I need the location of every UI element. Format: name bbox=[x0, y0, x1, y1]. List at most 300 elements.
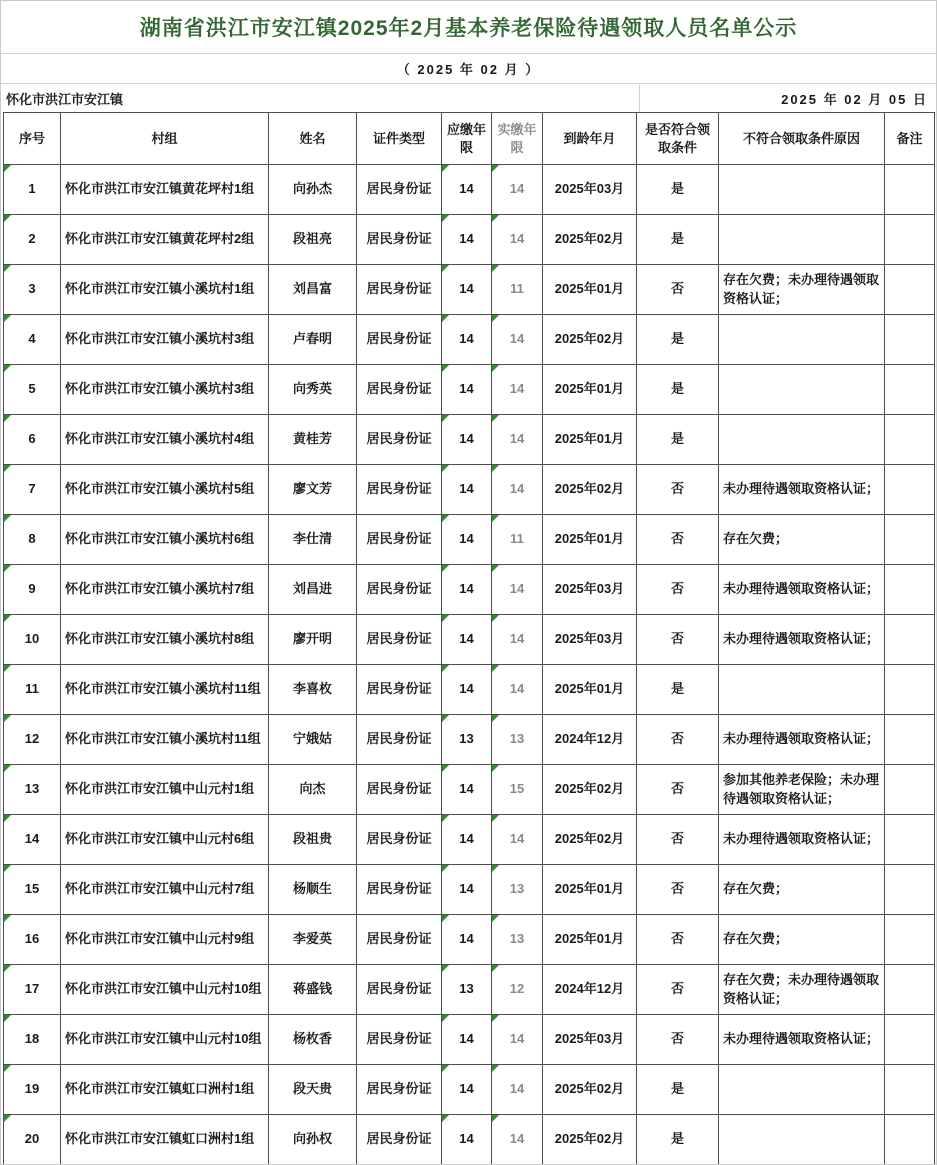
cell-remark bbox=[885, 1015, 935, 1065]
cell-text: 居民身份证 bbox=[366, 181, 432, 197]
cell-text: 居民身份证 bbox=[366, 1131, 432, 1147]
cell-text: 居民身份证 bbox=[366, 681, 432, 697]
cell-required-years bbox=[442, 1015, 492, 1065]
cell-remark bbox=[885, 915, 935, 965]
cell-text: 否 bbox=[670, 1031, 684, 1047]
cell-text: 刘昌进 bbox=[292, 581, 332, 597]
cell-text: 14 bbox=[459, 881, 474, 897]
cell-reason bbox=[719, 565, 885, 615]
cell-seq bbox=[4, 265, 61, 315]
cell-text: 存在欠费；未办理待遇领取资格认证； bbox=[723, 271, 880, 306]
cell-text: 廖文芳 bbox=[292, 481, 332, 497]
excel-flag-triangle-icon bbox=[492, 715, 499, 722]
header-name: 姓名 bbox=[269, 113, 357, 165]
cell-text: 14 bbox=[459, 431, 474, 447]
cell-name bbox=[269, 365, 357, 415]
cell-text: 14 bbox=[459, 781, 474, 797]
cell-seq bbox=[4, 715, 61, 765]
cell-text: 怀化市洪江市安江镇小溪坑村1组 bbox=[65, 281, 255, 297]
cell-due-month bbox=[543, 165, 637, 215]
excel-flag-triangle-icon bbox=[442, 415, 449, 422]
excel-flag-triangle-icon bbox=[442, 965, 449, 972]
cell-id-type bbox=[357, 465, 442, 515]
cell-remark bbox=[885, 165, 935, 215]
cell-text: 11 bbox=[510, 281, 524, 297]
cell-text: 14 bbox=[459, 631, 474, 647]
cell-village bbox=[61, 215, 269, 265]
cell-name bbox=[269, 465, 357, 515]
cell-text: 是 bbox=[670, 1131, 684, 1147]
excel-flag-triangle-icon bbox=[4, 765, 11, 772]
cell-seq bbox=[4, 1065, 61, 1115]
cell-village bbox=[61, 615, 269, 665]
cell-text: 是 bbox=[670, 681, 684, 697]
cell-text: 7 bbox=[28, 481, 36, 497]
cell-eligible bbox=[637, 715, 719, 765]
cell-id-type bbox=[357, 1015, 442, 1065]
cell-village bbox=[61, 565, 269, 615]
cell-text: 廖开明 bbox=[292, 631, 332, 647]
cell-name bbox=[269, 765, 357, 815]
excel-flag-triangle-icon bbox=[492, 1065, 499, 1072]
excel-flag-triangle-icon bbox=[492, 965, 499, 972]
cell-id-type bbox=[357, 815, 442, 865]
excel-flag-triangle-icon bbox=[492, 765, 499, 772]
cell-text: 2025年01月 bbox=[554, 281, 625, 297]
cell-village bbox=[61, 165, 269, 215]
cell-text: 14 bbox=[459, 381, 474, 397]
pension-recipients-table bbox=[3, 112, 935, 1165]
cell-text: 居民身份证 bbox=[366, 781, 432, 797]
cell-text: 存在欠费； bbox=[723, 881, 789, 897]
cell-text: 13 bbox=[509, 881, 525, 897]
cell-name bbox=[269, 715, 357, 765]
cell-text: 1 bbox=[28, 181, 36, 197]
excel-flag-triangle-icon bbox=[442, 815, 449, 822]
cell-id-type bbox=[357, 1115, 442, 1165]
cell-eligible bbox=[637, 265, 719, 315]
cell-remark bbox=[885, 565, 935, 615]
cell-village bbox=[61, 1115, 269, 1165]
cell-text: 2025年02月 bbox=[554, 231, 625, 247]
table-row bbox=[4, 715, 935, 765]
cell-text: 卢春明 bbox=[292, 331, 332, 347]
cell-remark bbox=[885, 1115, 935, 1165]
cell-text: 怀化市洪江市安江镇中山元村10组 bbox=[65, 981, 262, 997]
excel-flag-triangle-icon bbox=[492, 1115, 499, 1122]
cell-text: 14 bbox=[509, 231, 525, 247]
cell-remark bbox=[885, 1065, 935, 1115]
cell-reason bbox=[719, 815, 885, 865]
cell-id-type bbox=[357, 415, 442, 465]
table-row bbox=[4, 865, 935, 915]
cell-due-month bbox=[543, 1065, 637, 1115]
cell-required-years bbox=[442, 415, 492, 465]
cell-text: 是 bbox=[670, 181, 684, 197]
cell-text: 怀化市洪江市安江镇中山元村9组 bbox=[65, 931, 255, 947]
cell-text: 2025年02月 bbox=[554, 831, 625, 847]
cell-text: 李喜枚 bbox=[292, 681, 332, 697]
cell-text: 怀化市洪江市安江镇中山元村6组 bbox=[65, 831, 255, 847]
cell-text: 14 bbox=[509, 181, 525, 197]
cell-required-years bbox=[442, 615, 492, 665]
cell-required-years bbox=[442, 215, 492, 265]
cell-text: 2025年01月 bbox=[554, 381, 625, 397]
cell-text: 2025年01月 bbox=[554, 931, 625, 947]
cell-due-month bbox=[543, 865, 637, 915]
cell-text: 14 bbox=[459, 831, 474, 847]
cell-id-type bbox=[357, 865, 442, 915]
cell-village bbox=[61, 365, 269, 415]
cell-reason bbox=[719, 665, 885, 715]
cell-text: 2025年01月 bbox=[554, 881, 625, 897]
cell-village bbox=[61, 415, 269, 465]
cell-eligible bbox=[637, 815, 719, 865]
cell-text: 否 bbox=[670, 881, 684, 897]
cell-name bbox=[269, 215, 357, 265]
cell-name bbox=[269, 265, 357, 315]
cell-text: 怀化市洪江市安江镇小溪坑村11组 bbox=[65, 731, 261, 747]
cell-text: 否 bbox=[670, 781, 684, 797]
cell-remark bbox=[885, 765, 935, 815]
cell-text: 14 bbox=[509, 381, 525, 397]
cell-id-type bbox=[357, 265, 442, 315]
cell-text: 否 bbox=[670, 981, 684, 997]
table-row bbox=[4, 965, 935, 1015]
cell-reason bbox=[719, 615, 885, 665]
cell-reason bbox=[719, 215, 885, 265]
table-row bbox=[4, 265, 935, 315]
cell-required-years bbox=[442, 715, 492, 765]
cell-reason bbox=[719, 1065, 885, 1115]
cell-text: 14 bbox=[459, 581, 474, 597]
cell-text: 未办理待遇领取资格认证； bbox=[723, 831, 880, 847]
excel-flag-triangle-icon bbox=[442, 765, 449, 772]
cell-due-month bbox=[543, 1015, 637, 1065]
cell-text: 15 bbox=[24, 881, 40, 897]
cell-text: 存在欠费；未办理待遇领取资格认证； bbox=[723, 971, 880, 1006]
cell-remark bbox=[885, 415, 935, 465]
cell-text: 未办理待遇领取资格认证； bbox=[723, 481, 880, 497]
cell-text: 存在欠费； bbox=[723, 931, 789, 947]
cell-due-month bbox=[543, 665, 637, 715]
cell-text: 2025年02月 bbox=[554, 331, 625, 347]
cell-paid-years bbox=[492, 665, 543, 715]
cell-text: 向杰 bbox=[299, 781, 326, 797]
cell-seq bbox=[4, 465, 61, 515]
excel-flag-triangle-icon bbox=[442, 715, 449, 722]
cell-text: 14 bbox=[509, 581, 525, 597]
cell-text: 4 bbox=[28, 331, 36, 347]
cell-required-years bbox=[442, 865, 492, 915]
excel-flag-triangle-icon bbox=[492, 465, 499, 472]
cell-text: 蒋盛钱 bbox=[292, 981, 332, 997]
cell-text: 否 bbox=[670, 931, 684, 947]
cell-text: 宁娥姑 bbox=[292, 731, 332, 747]
cell-seq bbox=[4, 865, 61, 915]
excel-flag-triangle-icon bbox=[492, 165, 499, 172]
cell-seq bbox=[4, 165, 61, 215]
cell-village bbox=[61, 1065, 269, 1115]
cell-text: 居民身份证 bbox=[366, 1081, 432, 1097]
cell-name bbox=[269, 665, 357, 715]
cell-seq bbox=[4, 565, 61, 615]
cell-eligible bbox=[637, 215, 719, 265]
cell-text: 5 bbox=[28, 381, 36, 397]
cell-text: 13 bbox=[509, 731, 525, 747]
cell-required-years bbox=[442, 565, 492, 615]
cell-eligible bbox=[637, 315, 719, 365]
cell-name bbox=[269, 915, 357, 965]
cell-text: 否 bbox=[670, 831, 684, 847]
cell-seq bbox=[4, 1015, 61, 1065]
excel-flag-triangle-icon bbox=[4, 865, 11, 872]
cell-seq bbox=[4, 215, 61, 265]
cell-text: 12 bbox=[24, 731, 40, 747]
cell-paid-years bbox=[492, 615, 543, 665]
subtitle-block bbox=[1, 54, 936, 84]
cell-text: 怀化市洪江市安江镇虹口洲村1组 bbox=[65, 1081, 255, 1097]
cell-id-type bbox=[357, 165, 442, 215]
cell-eligible bbox=[637, 365, 719, 415]
excel-flag-triangle-icon bbox=[4, 265, 11, 272]
cell-text: 17 bbox=[24, 981, 40, 997]
info-row bbox=[1, 84, 936, 112]
excel-flag-triangle-icon bbox=[4, 315, 11, 322]
cell-required-years bbox=[442, 1065, 492, 1115]
cell-text: 居民身份证 bbox=[366, 1031, 432, 1047]
cell-due-month bbox=[543, 615, 637, 665]
cell-text: 是 bbox=[670, 1081, 684, 1097]
cell-reason bbox=[719, 1115, 885, 1165]
table-row bbox=[4, 1015, 935, 1065]
table-row bbox=[4, 365, 935, 415]
cell-reason bbox=[719, 265, 885, 315]
cell-required-years bbox=[442, 915, 492, 965]
cell-text: 居民身份证 bbox=[366, 981, 432, 997]
cell-village bbox=[61, 515, 269, 565]
cell-text: 15 bbox=[509, 781, 525, 797]
cell-village bbox=[61, 715, 269, 765]
cell-remark bbox=[885, 965, 935, 1015]
cell-text: 14 bbox=[509, 331, 525, 347]
header-required-years: 应缴年限 bbox=[442, 113, 492, 165]
cell-remark bbox=[885, 365, 935, 415]
cell-due-month bbox=[543, 715, 637, 765]
cell-due-month bbox=[543, 565, 637, 615]
cell-remark bbox=[885, 665, 935, 715]
cell-village bbox=[61, 265, 269, 315]
excel-flag-triangle-icon bbox=[442, 915, 449, 922]
cell-paid-years bbox=[492, 315, 543, 365]
cell-required-years bbox=[442, 465, 492, 515]
cell-name bbox=[269, 815, 357, 865]
excel-flag-triangle-icon bbox=[442, 665, 449, 672]
cell-paid-years bbox=[492, 415, 543, 465]
cell-text: 怀化市洪江市安江镇小溪坑村5组 bbox=[65, 481, 255, 497]
cell-required-years bbox=[442, 265, 492, 315]
cell-text: 14 bbox=[509, 681, 525, 697]
cell-text: 未办理待遇领取资格认证； bbox=[723, 731, 880, 747]
cell-text: 13 bbox=[509, 931, 525, 947]
cell-remark bbox=[885, 465, 935, 515]
cell-text: 段祖亮 bbox=[292, 231, 332, 247]
cell-village bbox=[61, 965, 269, 1015]
cell-paid-years bbox=[492, 1065, 543, 1115]
cell-name bbox=[269, 1015, 357, 1065]
excel-flag-triangle-icon bbox=[4, 465, 11, 472]
cell-eligible bbox=[637, 1015, 719, 1065]
cell-text: 怀化市洪江市安江镇小溪坑村7组 bbox=[65, 581, 255, 597]
cell-id-type bbox=[357, 1065, 442, 1115]
excel-flag-triangle-icon bbox=[442, 515, 449, 522]
cell-text: 14 bbox=[509, 481, 525, 497]
cell-text: 14 bbox=[459, 481, 474, 497]
cell-village bbox=[61, 1015, 269, 1065]
cell-text: 2025年02月 bbox=[554, 481, 625, 497]
cell-due-month bbox=[543, 915, 637, 965]
cell-text: 居民身份证 bbox=[366, 581, 432, 597]
cell-required-years bbox=[442, 315, 492, 365]
cell-remark bbox=[885, 215, 935, 265]
cell-text: 14 bbox=[459, 1031, 474, 1047]
cell-due-month bbox=[543, 215, 637, 265]
cell-id-type bbox=[357, 615, 442, 665]
excel-flag-triangle-icon bbox=[492, 215, 499, 222]
cell-text: 黄桂芳 bbox=[292, 431, 332, 447]
excel-flag-triangle-icon bbox=[492, 415, 499, 422]
cell-text: 段祖贵 bbox=[292, 831, 332, 847]
cell-reason bbox=[719, 315, 885, 365]
cell-text: 9 bbox=[28, 581, 36, 597]
cell-required-years bbox=[442, 365, 492, 415]
cell-paid-years bbox=[492, 215, 543, 265]
cell-required-years bbox=[442, 515, 492, 565]
cell-text: 14 bbox=[459, 181, 474, 197]
cell-paid-years bbox=[492, 365, 543, 415]
cell-text: 14 bbox=[509, 1031, 525, 1047]
cell-eligible bbox=[637, 165, 719, 215]
cell-name bbox=[269, 315, 357, 365]
cell-paid-years bbox=[492, 165, 543, 215]
cell-text: 怀化市洪江市安江镇小溪坑村8组 bbox=[65, 631, 255, 647]
excel-flag-triangle-icon bbox=[4, 1115, 11, 1122]
excel-flag-triangle-icon bbox=[442, 1015, 449, 1022]
cell-text: 否 bbox=[670, 481, 684, 497]
cell-text: 是 bbox=[670, 331, 684, 347]
cell-village bbox=[61, 865, 269, 915]
cell-text: 14 bbox=[24, 831, 40, 847]
excel-flag-triangle-icon bbox=[442, 465, 449, 472]
table-row bbox=[4, 415, 935, 465]
excel-flag-triangle-icon bbox=[492, 1015, 499, 1022]
cell-eligible bbox=[637, 965, 719, 1015]
cell-text: 怀化市洪江市安江镇中山元村10组 bbox=[65, 1031, 262, 1047]
table-row bbox=[4, 565, 935, 615]
cell-required-years bbox=[442, 965, 492, 1015]
cell-text: 怀化市洪江市安江镇黄花坪村1组 bbox=[65, 181, 255, 197]
cell-remark bbox=[885, 315, 935, 365]
table-row bbox=[4, 215, 935, 265]
cell-text: 14 bbox=[459, 231, 474, 247]
cell-text: 13 bbox=[459, 731, 474, 747]
cell-text: 怀化市洪江市安江镇中山元村1组 bbox=[65, 781, 255, 797]
cell-text: 未办理待遇领取资格认证； bbox=[723, 1031, 880, 1047]
cell-paid-years bbox=[492, 265, 543, 315]
cell-text: 李仕清 bbox=[292, 531, 332, 547]
cell-text: 18 bbox=[24, 1031, 40, 1047]
cell-paid-years bbox=[492, 765, 543, 815]
cell-required-years bbox=[442, 765, 492, 815]
cell-text: 14 bbox=[459, 681, 474, 697]
cell-text: 14 bbox=[509, 831, 525, 847]
header-paid-years: 实缴年限 bbox=[492, 113, 543, 165]
cell-text: 向孙杰 bbox=[292, 181, 332, 197]
cell-id-type bbox=[357, 515, 442, 565]
cell-reason bbox=[719, 915, 885, 965]
cell-text: 居民身份证 bbox=[366, 881, 432, 897]
cell-text: 居民身份证 bbox=[366, 431, 432, 447]
excel-flag-triangle-icon bbox=[4, 665, 11, 672]
cell-reason bbox=[719, 515, 885, 565]
cell-id-type bbox=[357, 315, 442, 365]
period-subtitle: （ 2025 年 02 月 ） bbox=[396, 62, 541, 77]
cell-text: 14 bbox=[459, 281, 474, 297]
cell-text: 14 bbox=[459, 531, 474, 547]
cell-village bbox=[61, 765, 269, 815]
cell-name bbox=[269, 615, 357, 665]
cell-reason bbox=[719, 465, 885, 515]
table-row bbox=[4, 765, 935, 815]
excel-flag-triangle-icon bbox=[492, 815, 499, 822]
cell-text: 14 bbox=[509, 431, 525, 447]
cell-text: 怀化市洪江市安江镇小溪坑村3组 bbox=[65, 331, 255, 347]
cell-eligible bbox=[637, 665, 719, 715]
header-eligible: 是否符合领取条件 bbox=[637, 113, 719, 165]
table-header bbox=[4, 113, 935, 165]
cell-text: 居民身份证 bbox=[366, 831, 432, 847]
cell-seq bbox=[4, 1115, 61, 1165]
excel-flag-triangle-icon bbox=[4, 815, 11, 822]
cell-text: 否 bbox=[670, 731, 684, 747]
cell-text: 11 bbox=[25, 681, 39, 697]
excel-flag-triangle-icon bbox=[442, 315, 449, 322]
excel-flag-triangle-icon bbox=[492, 915, 499, 922]
cell-required-years bbox=[442, 165, 492, 215]
cell-paid-years bbox=[492, 515, 543, 565]
cell-paid-years bbox=[492, 865, 543, 915]
header-id-type: 证件类型 bbox=[357, 113, 442, 165]
excel-flag-triangle-icon bbox=[492, 615, 499, 622]
cell-name bbox=[269, 165, 357, 215]
cell-text: 2025年01月 bbox=[554, 681, 625, 697]
cell-seq bbox=[4, 915, 61, 965]
excel-flag-triangle-icon bbox=[4, 415, 11, 422]
cell-village bbox=[61, 815, 269, 865]
cell-paid-years bbox=[492, 1015, 543, 1065]
cell-text: 14 bbox=[459, 931, 474, 947]
cell-text: 2025年03月 bbox=[554, 181, 625, 197]
cell-remark bbox=[885, 865, 935, 915]
cell-text: 居民身份证 bbox=[366, 481, 432, 497]
cell-text: 2024年12月 bbox=[554, 731, 625, 747]
cell-text: 刘昌富 bbox=[292, 281, 332, 297]
cell-text: 2025年01月 bbox=[554, 531, 625, 547]
cell-name bbox=[269, 865, 357, 915]
title-block bbox=[1, 1, 936, 54]
cell-text: 否 bbox=[670, 631, 684, 647]
cell-paid-years bbox=[492, 915, 543, 965]
